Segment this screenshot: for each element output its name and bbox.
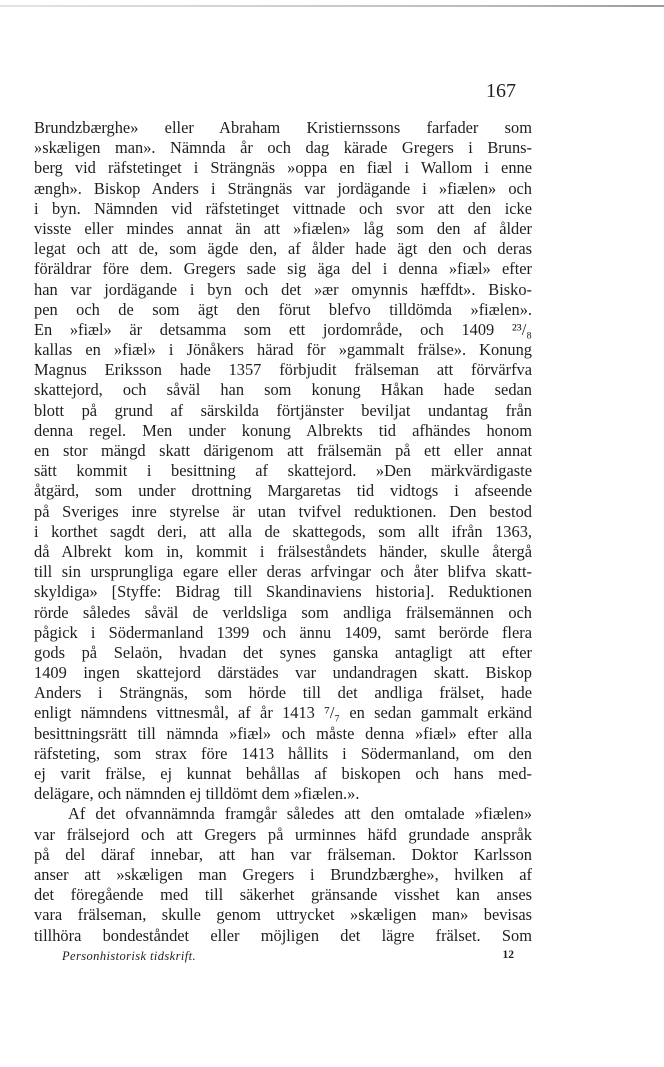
text-line: sätt kommit i besittning af skattejord. »Den märkvärdigaste [34,461,532,481]
text-line: »skæligen man». Nämnda år och dag kärade Gregers i Bruns- [34,138,532,158]
text-line: denna regel. Men under konung Albrekts tid afhändes honom [34,420,532,440]
text-line: han var jordägande i byn och det »ær omynnis hæffdt». Bisko- [34,279,532,299]
text-line: ængh». Biskop Anders i Strängnäs var jordägande i »fiælen» och [34,178,532,198]
text-line: räfsteting, som strax före 1413 hållits i Södermanland, om den [34,743,532,763]
text-line: besittningsrätt till nämnda »fiæl» och måste denna »fiæl» efter alla [34,723,532,743]
text-line: skattejord, och såväl han som konung Håkan hade sedan [34,380,532,400]
text-line: åtgärd, som under drottning Margaretas tid vidtogs i afseende [34,481,532,501]
text-line: pågick i Södermanland 1399 och ännu 1409, samt berörde flera [34,622,532,642]
text-line: berg vid räfstetinget i Strängnäs »oppa en fiæl i Wallom i enne [34,158,532,178]
text-line: vara frälseman, skulle genom uttrycket »skæligen man» bevisas [34,905,532,925]
text-line: anser att »skæligen man Gregers i Brundzbærghe», hvilken af [34,864,532,884]
text-line: gods på Selaön, hvadan det synes ganska antagligt att efter [34,642,532,662]
journal-name: Personhistorisk tidskrift. [62,949,197,963]
text-line: pen och de som ägt den förut blefvo tilldömda »fiælen». [34,299,532,319]
text-line: Anders i Strängnäs, som hörde till det andliga frälset, hade [34,683,532,703]
text-line: Magnus Eriksson hade 1357 förbjudit frälseman att förvärfva [34,360,532,380]
text-line: föräldrar före dem. Gregers sade sig äga del i denna »fiæl» efter [34,259,532,279]
text-line: legat och att de, som ägde den, af ålder hade ägt den och deras [34,239,532,259]
text-line: rörde således såväl de verldsliga som andliga frälsemännen och [34,602,532,622]
text-line: En »fiæl» är detsamma som ett jordområde, och 1409 ²³/₈ [34,319,532,339]
page-footer [62,949,514,969]
text-line: då Albrekt kom in, kommit i frälseståndets händer, skulle återgå [34,541,532,561]
signature-mark: 12 [502,949,514,961]
text-line: i byn. Nämnden vid räfstetinget vittnade och svor att den icke [34,198,532,218]
text-line: enligt nämndens vittnesmål, af år 1413 ⁷/₇ en sedan gammalt erkänd [34,703,532,723]
text-line: på Sveriges inre styrelse är utan tvifvel reduktionen. Den bestod [34,501,532,521]
body-text [34,118,532,946]
text-line: en stor mängd skatt därigenom att frälsemän på ett eller annat [34,441,532,460]
text-line: i korthet sagdt deri, att alla de skattegods, som allt ifrån 1363, [34,521,532,541]
text-line: till sin ursprungliga egare eller deras arfvingar och åter blifva skatt- [34,562,532,582]
text-line: kallas en »fiæl» i Jönåkers härad för »gammalt frälse». Konung [34,340,532,360]
text-line: på del däraf innebar, att han var frälseman. Doktor Karlsson [34,844,532,864]
text-line: skyldiga» [Styffe: Bidrag till Skandinaviens historia]. Reduktionen [34,582,532,602]
text-line: tillhöra bondeståndet eller möjligen det lägre frälset. Som [34,925,532,945]
top-edge-rule [0,5,664,7]
page-number: 167 [486,80,516,102]
text-line: visste eller mindes annat än att »fiælen» låg som den af ålder [34,218,532,238]
text-line: 1409 ingen skattejord därstädes var undandragen skatt. Biskop [34,663,532,683]
text-line: blott på grund af särskilda förtjänster beviljat undantag från [34,400,532,420]
text-line: ej varit frälse, ej kunnat behållas af biskopen och hans med- [34,764,532,783]
text-line: delägare, och nämnden ej tilldömt dem »fiælen.». [34,784,360,804]
text-line-paragraph-start: Af det ofvannämnda framgår således att den omtalade »fiælen» [68,804,532,824]
text-line: var frälsejord och att Gregers på urminnes häfd grundade anspråk [34,824,532,844]
text-line: det föregående med till säkerhet gränsande visshet kan anses [34,885,532,905]
text-line: Brundzbærghe» eller Abraham Kristiernssons farfader som [34,118,532,137]
